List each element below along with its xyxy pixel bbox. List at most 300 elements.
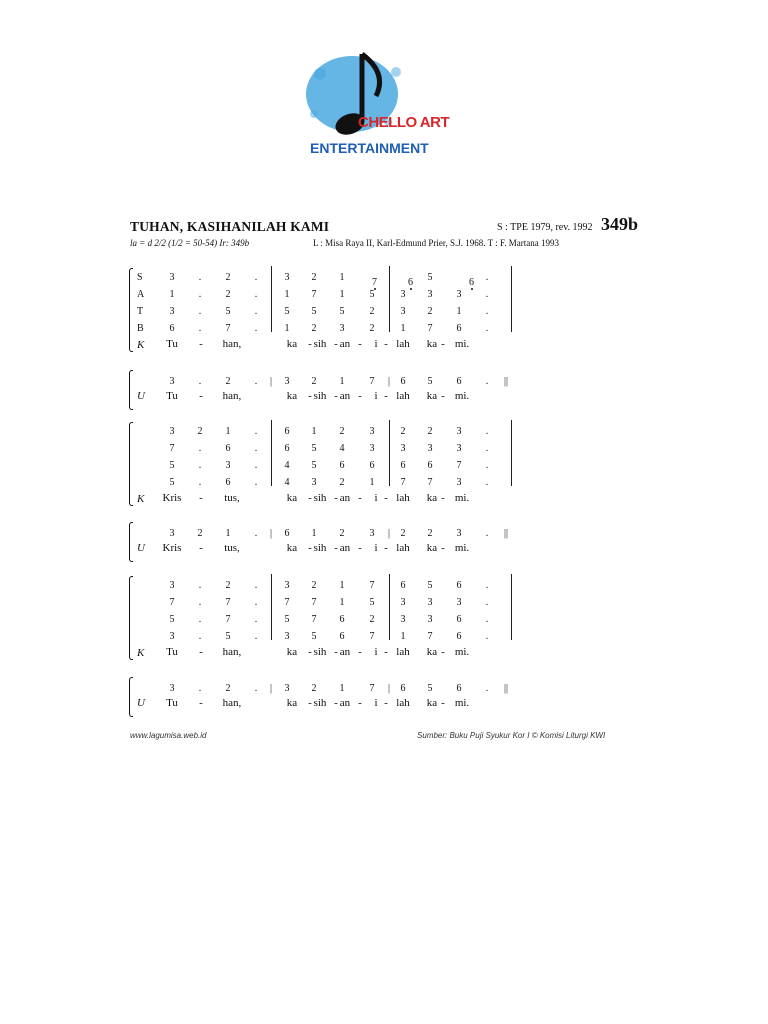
bar-line: |	[387, 528, 391, 539]
system-bracket	[129, 677, 133, 717]
lyric-syllable: ka	[286, 542, 298, 554]
note: 6	[339, 631, 345, 642]
lyric-syllable: -	[199, 338, 203, 350]
lyric-syllable: han,	[222, 646, 242, 658]
lyric-syllable: -	[384, 542, 388, 554]
note: 1	[339, 272, 345, 283]
note: 7	[225, 323, 231, 334]
bar-line: |	[387, 376, 391, 387]
note: 6	[225, 443, 231, 454]
bar-line: |	[269, 528, 273, 539]
note: 3	[427, 289, 433, 300]
lyric-syllable: ka	[426, 390, 438, 402]
lyric-syllable: han,	[222, 697, 242, 709]
note: 2	[311, 272, 317, 283]
lyric-syllable: i	[374, 542, 378, 554]
note: 2	[400, 528, 406, 539]
lyric-syllable: -	[308, 542, 312, 554]
lyric-syllable: han,	[222, 338, 242, 350]
bar-line: ||	[503, 528, 509, 539]
lyric-syllable: an	[339, 338, 351, 350]
note: 7	[284, 597, 290, 608]
note: .	[254, 683, 258, 694]
note: 6	[456, 631, 462, 642]
note: 5	[427, 580, 433, 591]
voice-label: A	[137, 289, 145, 300]
lyric-syllable: sih	[313, 542, 327, 554]
lyric-syllable: -	[384, 390, 388, 402]
note: 4	[284, 460, 290, 471]
lyric-syllable: -	[384, 492, 388, 504]
voice-label: T	[137, 306, 144, 317]
note: 3	[369, 426, 375, 437]
voice-label: K	[137, 493, 145, 505]
note: 6	[225, 477, 231, 488]
note: 3	[169, 272, 175, 283]
note: 1	[369, 477, 375, 488]
note: 6	[456, 683, 462, 694]
lyric-syllable: i	[374, 697, 378, 709]
note: 1	[339, 289, 345, 300]
note: 1	[311, 528, 317, 539]
system-bracket	[129, 522, 133, 562]
note: 6	[400, 460, 406, 471]
bar-line: |	[269, 683, 273, 694]
lyric-syllable: -	[308, 646, 312, 658]
note: 6	[456, 614, 462, 625]
lyric-syllable: -	[358, 646, 362, 658]
note: .	[198, 631, 202, 642]
note: 7	[311, 614, 317, 625]
note: 2	[311, 683, 317, 694]
logo-text-line2: ENTERTAINMENT	[310, 140, 429, 156]
note: 4	[339, 443, 345, 454]
lyric-syllable: ka	[426, 542, 438, 554]
voice-label: K	[137, 647, 145, 659]
lyric-syllable: -	[199, 542, 203, 554]
note: 7	[427, 477, 433, 488]
note: .	[485, 289, 489, 300]
note: .	[485, 528, 489, 539]
lyric-syllable: sih	[313, 646, 327, 658]
lyric-syllable: lah	[396, 646, 410, 658]
note: 2	[339, 426, 345, 437]
note: 3	[400, 443, 406, 454]
note: 1	[400, 631, 406, 642]
lyric-syllable: -	[334, 542, 338, 554]
note: 7	[456, 460, 462, 471]
note: 1	[339, 376, 345, 387]
bar-line	[389, 266, 390, 332]
note: 2	[400, 426, 406, 437]
note: .	[198, 580, 202, 591]
note: 3	[169, 580, 175, 591]
note: 3	[456, 477, 462, 488]
lyric-syllable: -	[358, 697, 362, 709]
note: .	[485, 323, 489, 334]
note: 2	[369, 306, 375, 317]
lyric-syllable: -	[199, 492, 203, 504]
note: 2	[311, 323, 317, 334]
lyric-syllable: tus,	[224, 542, 240, 554]
lyric-syllable: Tu	[166, 697, 178, 709]
note: .	[254, 272, 258, 283]
lyric-syllable: lah	[396, 390, 410, 402]
note: .	[485, 306, 489, 317]
note: 2	[427, 426, 433, 437]
note: 3	[284, 272, 290, 283]
lyric-syllable: -	[384, 338, 388, 350]
note: 5	[339, 306, 345, 317]
note: 7	[225, 614, 231, 625]
lyric-syllable: lah	[396, 338, 410, 350]
lyric-syllable: -	[441, 646, 445, 658]
note: 3	[284, 631, 290, 642]
note: .	[254, 376, 258, 387]
note: .	[254, 323, 258, 334]
note: 7	[169, 443, 175, 454]
note: .	[254, 460, 258, 471]
note: 5	[284, 614, 290, 625]
lyric-syllable: ka	[426, 492, 438, 504]
footer-website: www.lagumisa.web.id	[130, 731, 207, 740]
lyric-syllable: ka	[426, 338, 438, 350]
note: 5	[427, 376, 433, 387]
note: .	[198, 460, 202, 471]
lyric-syllable: an	[339, 542, 351, 554]
note: 3	[339, 323, 345, 334]
system-bracket	[129, 422, 133, 506]
bar-line	[511, 266, 512, 332]
note: .	[198, 289, 202, 300]
note: 3	[169, 376, 175, 387]
lyric-syllable: i	[374, 338, 378, 350]
note: 7	[311, 289, 317, 300]
lyric-syllable: -	[384, 646, 388, 658]
lyric-syllable: -	[441, 390, 445, 402]
note: .	[485, 376, 489, 387]
bar-line	[389, 574, 390, 640]
note: 1	[339, 597, 345, 608]
voice-label: U	[137, 390, 145, 402]
note: 3	[169, 306, 175, 317]
lyric-syllable: Kris	[162, 492, 182, 504]
lyric-syllable: -	[308, 492, 312, 504]
lyric-syllable: lah	[396, 697, 410, 709]
bar-line: |	[269, 376, 273, 387]
note: 7	[427, 631, 433, 642]
note: 2	[197, 528, 203, 539]
note: .	[254, 528, 258, 539]
note: 3	[400, 306, 406, 317]
bar-line	[271, 574, 272, 640]
lyric-syllable: an	[339, 697, 351, 709]
note: 2	[225, 683, 231, 694]
note: 3	[169, 683, 175, 694]
note: 7	[369, 580, 375, 591]
logo	[300, 44, 450, 162]
note: 6	[456, 376, 462, 387]
note: .	[254, 426, 258, 437]
note: 6	[284, 528, 290, 539]
note: 2	[369, 323, 375, 334]
lyric-syllable: sih	[313, 338, 327, 350]
note: 3	[400, 614, 406, 625]
note: 3	[427, 614, 433, 625]
voice-label: K	[137, 339, 145, 351]
system-bracket	[129, 268, 133, 352]
note: 3	[284, 683, 290, 694]
lyric-syllable: sih	[313, 697, 327, 709]
note: 5	[427, 272, 433, 283]
note: .	[485, 580, 489, 591]
note: 2	[225, 272, 231, 283]
note: 3	[456, 426, 462, 437]
note: 2	[339, 528, 345, 539]
system-bracket	[129, 576, 133, 660]
note: .	[198, 323, 202, 334]
note: 6	[284, 426, 290, 437]
lyric-syllable: ka	[286, 390, 298, 402]
bar-line	[511, 420, 512, 486]
hymn-number: 349b	[601, 214, 639, 234]
note: 3	[169, 426, 175, 437]
note: .	[485, 683, 489, 694]
lyric-syllable: -	[441, 542, 445, 554]
note: 5	[225, 306, 231, 317]
note: 1	[339, 683, 345, 694]
voice-label: U	[137, 542, 145, 554]
voice-label: S	[137, 272, 143, 283]
note: 5	[169, 477, 175, 488]
lyric-syllable: mi.	[454, 492, 470, 504]
logo-text-line1: CHELLO ART	[358, 114, 450, 131]
note: .	[198, 597, 202, 608]
note: 7	[369, 631, 375, 642]
note: .	[485, 272, 489, 283]
lyric-syllable: Tu	[166, 646, 178, 658]
note: 2	[311, 580, 317, 591]
lyric-syllable: -	[199, 697, 203, 709]
lyric-syllable: mi.	[454, 542, 470, 554]
footer-source: Sumber: Buku Puji Syukur Kor I © Komisi Liturgi KWI	[417, 731, 606, 740]
lyric-syllable: an	[339, 646, 351, 658]
note: .	[485, 443, 489, 454]
note: 2	[225, 289, 231, 300]
note: .	[485, 614, 489, 625]
note: .	[198, 376, 202, 387]
note: .	[254, 597, 258, 608]
note: .	[485, 426, 489, 437]
lyric-syllable: -	[199, 646, 203, 658]
lyric-syllable: -	[358, 492, 362, 504]
note: 3	[225, 460, 231, 471]
note: 5	[169, 614, 175, 625]
note: .	[198, 272, 202, 283]
note: .	[485, 597, 489, 608]
note: 1	[284, 289, 290, 300]
note: 6	[169, 323, 175, 334]
lyric-syllable: mi.	[454, 338, 470, 350]
hymn-title: TUHAN, KASIHANILAH KAMI	[130, 219, 330, 234]
note: 3	[456, 289, 462, 300]
note: 3	[400, 289, 406, 300]
lyric-syllable: ka	[426, 697, 438, 709]
note: 5	[311, 631, 317, 642]
lyric-syllable: Kris	[162, 542, 182, 554]
note: 7	[169, 597, 175, 608]
lyric-syllable: -	[308, 338, 312, 350]
note: 6	[400, 683, 406, 694]
note: 1	[339, 580, 345, 591]
note: 1	[284, 323, 290, 334]
note: 7	[369, 376, 375, 387]
bar-line: ||	[503, 376, 509, 387]
note: 6	[400, 376, 406, 387]
note: 5	[225, 631, 231, 642]
note: .	[198, 683, 202, 694]
note: 2	[339, 477, 345, 488]
lyric-syllable: -	[199, 390, 203, 402]
lyric-syllable: -	[358, 390, 362, 402]
lyric-syllable: lah	[396, 542, 410, 554]
note: 3	[456, 597, 462, 608]
note: 3	[169, 528, 175, 539]
note: 5	[311, 443, 317, 454]
key-signature: la = d 2/2 (1/2 = 50-54) Ir: 349b	[130, 238, 250, 248]
note: 7	[400, 477, 406, 488]
lyric-syllable: -	[358, 338, 362, 350]
lyric-syllable: -	[334, 646, 338, 658]
note: 6	[469, 277, 474, 288]
note: 1	[225, 426, 231, 437]
note: .	[198, 443, 202, 454]
note: .	[485, 477, 489, 488]
note: 7	[427, 323, 433, 334]
note: 2	[197, 426, 203, 437]
lyric-syllable: -	[358, 542, 362, 554]
lyric-syllable: -	[334, 338, 338, 350]
note: 6	[456, 580, 462, 591]
note: 5	[311, 460, 317, 471]
note: 6	[369, 460, 375, 471]
note: 1	[400, 323, 406, 334]
note: 6	[427, 460, 433, 471]
lyric-syllable: an	[339, 390, 351, 402]
note: 3	[427, 443, 433, 454]
note: .	[254, 580, 258, 591]
lyric-syllable: Tu	[166, 338, 178, 350]
note: 3	[284, 580, 290, 591]
bar-line	[271, 420, 272, 486]
note: 2	[427, 306, 433, 317]
lyric-syllable: an	[339, 492, 351, 504]
bar-line	[271, 266, 272, 332]
note: 3	[400, 597, 406, 608]
note: .	[254, 477, 258, 488]
note: 2	[225, 376, 231, 387]
note: .	[254, 631, 258, 642]
note: .	[485, 631, 489, 642]
note: .	[198, 614, 202, 625]
lyric-syllable: -	[441, 697, 445, 709]
note: 4	[284, 477, 290, 488]
lyric-syllable: -	[308, 697, 312, 709]
note: 1	[169, 289, 175, 300]
lyric-syllable: -	[334, 390, 338, 402]
lyric-syllable: -	[308, 390, 312, 402]
note: .	[198, 306, 202, 317]
note: 2	[427, 528, 433, 539]
note: 3	[284, 376, 290, 387]
lyric-syllable: sih	[313, 492, 327, 504]
note: 7	[372, 277, 377, 288]
bar-line	[389, 420, 390, 486]
lyric-syllable: tus,	[224, 492, 240, 504]
note: 3	[369, 443, 375, 454]
note: 1	[311, 426, 317, 437]
lyric-syllable: mi.	[454, 390, 470, 402]
hymn-credits: L : Misa Raya II, Karl-Edmund Prier, S.J. 1968. T : F. Martana 1993	[313, 238, 559, 248]
lyric-syllable: -	[334, 697, 338, 709]
note: 1	[456, 306, 462, 317]
lyric-syllable: -	[334, 492, 338, 504]
note: 6	[339, 614, 345, 625]
lyric-syllable: i	[374, 390, 378, 402]
bar-line	[511, 574, 512, 640]
note: 3	[369, 528, 375, 539]
lyric-syllable: ka	[286, 338, 298, 350]
lyric-syllable: Tu	[166, 390, 178, 402]
note: 2	[369, 614, 375, 625]
lyric-syllable: -	[441, 492, 445, 504]
lyric-syllable: han,	[222, 390, 242, 402]
note: 6	[456, 323, 462, 334]
lyric-syllable: i	[374, 646, 378, 658]
note: 3	[456, 443, 462, 454]
note: 5	[284, 306, 290, 317]
lyric-syllable: mi.	[454, 697, 470, 709]
lyric-syllable: ka	[286, 646, 298, 658]
note: .	[254, 306, 258, 317]
note: .	[485, 460, 489, 471]
voice-label: U	[137, 697, 145, 709]
voice-label: B	[137, 323, 144, 334]
note: 7	[225, 597, 231, 608]
note: 3	[427, 597, 433, 608]
lyric-syllable: -	[441, 338, 445, 350]
note: 3	[169, 631, 175, 642]
lyric-syllable: lah	[396, 492, 410, 504]
note: 5	[369, 289, 375, 300]
bar-line: |	[387, 683, 391, 694]
system-bracket	[129, 370, 133, 410]
note: .	[254, 614, 258, 625]
hymn-source: S : TPE 1979, rev. 1992	[497, 222, 593, 233]
bar-line: ||	[503, 683, 509, 694]
note: .	[198, 477, 202, 488]
note: 6	[339, 460, 345, 471]
lyric-syllable: sih	[313, 390, 327, 402]
note: 5	[169, 460, 175, 471]
note: 5	[311, 306, 317, 317]
note: 3	[311, 477, 317, 488]
note: 2	[311, 376, 317, 387]
lyric-syllable: ka	[286, 697, 298, 709]
note: 7	[369, 683, 375, 694]
lyric-syllable: i	[374, 492, 378, 504]
note: 1	[225, 528, 231, 539]
